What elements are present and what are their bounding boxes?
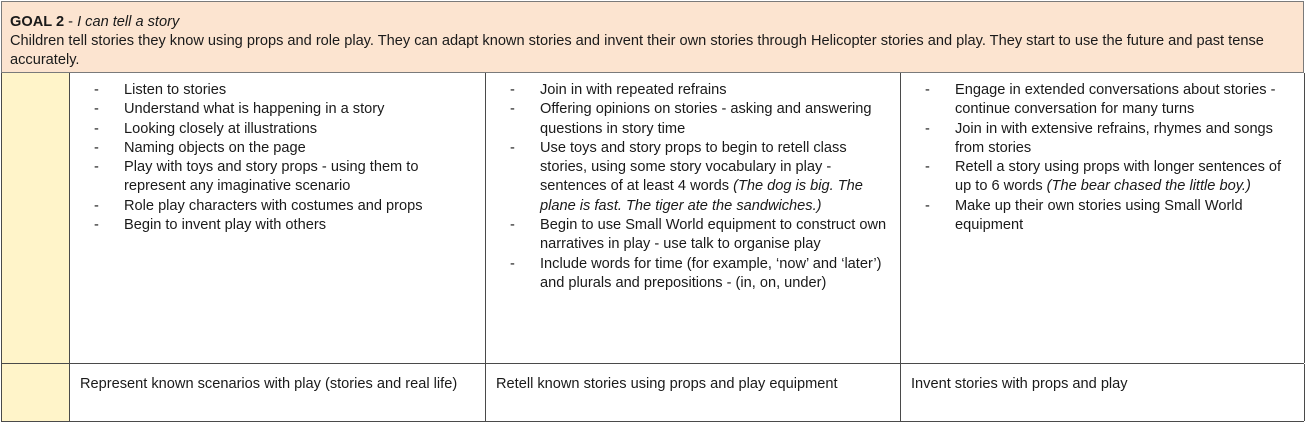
list-item: - Join in with repeated refrains [486,81,900,100]
list-item: - Play with toys and story props - using them to represent any imaginative scenario [70,158,485,197]
example-sentences: (The dog is big. The plane is fast. The tiger ate the sandwiches.) [540,178,863,214]
summary-text: Represent known scenarios with play (stories and real life) [80,376,458,392]
list-item: - Naming objects on the page [70,139,485,158]
list-item: - Listen to stories [70,81,485,100]
list-item: - Engage in extended conversations about stories - continue conversation for many turns [901,81,1304,120]
summary-cell-1 [70,364,486,421]
summary-text: Retell known stories using props and play equipment [496,376,838,392]
list-item: - Begin to use Small World equipment to construct own narratives in play - use talk to organise play [486,216,900,255]
goal-label: GOAL 2 [10,14,65,30]
goal-header [1,1,1304,73]
summary-cell-2 [486,364,901,421]
skills-list-3 [901,73,1304,235]
skills-cell-2 [486,73,901,363]
list-item: - Include words for time (for example, ‘now’ and ‘later’) and plurals and prepositions - (in, on, under) [486,255,900,294]
list-item: - Role play characters with costumes and props [70,197,485,216]
example-sentences: (The bear chased the little boy.) [1046,178,1251,195]
skills-cell-3 [901,73,1305,363]
list-item: - Use toys and story props to begin to retell class stories, using some story vocabulary in play - sentences of at least 4 words (The dog is big. The plane is fast. The tiger ate the sandwiches.) [486,139,900,216]
goal-description: Children tell stories they know using props and role play. They can adapt known stories and invent their own stories through Helicopter stories and play. They start to use the future and past tense accurately. [10,33,1264,68]
list-item: - Join in with extensive refrains, rhymes and songs from stories [901,120,1304,159]
list-item: - Retell a story using props with longer sentences of up to 6 words (The bear chased the little boy.) [901,158,1304,197]
list-item: - Make up their own stories using Small World equipment [901,197,1304,236]
list-item: - Understand what is happening in a story [70,100,485,119]
summary-text: Invent stories with props and play [911,376,1128,392]
skills-row [1,73,1304,364]
summary-cell-3 [901,364,1305,421]
goal-statement: I can tell a story [77,14,180,30]
skills-list-1 [70,73,485,235]
skills-list-2 [486,73,900,293]
side-column-cell [2,364,70,421]
goal-separator: - [64,14,78,30]
skills-cell-1 [70,73,486,363]
goal-heading-line [10,13,1295,32]
list-item: - Offering opinions on stories - asking and answering questions in story time [486,100,900,139]
list-item: - Begin to invent play with others [70,216,485,235]
side-column-cell [2,73,70,363]
list-item: - Looking closely at illustrations [70,120,485,139]
summary-row [1,364,1304,422]
